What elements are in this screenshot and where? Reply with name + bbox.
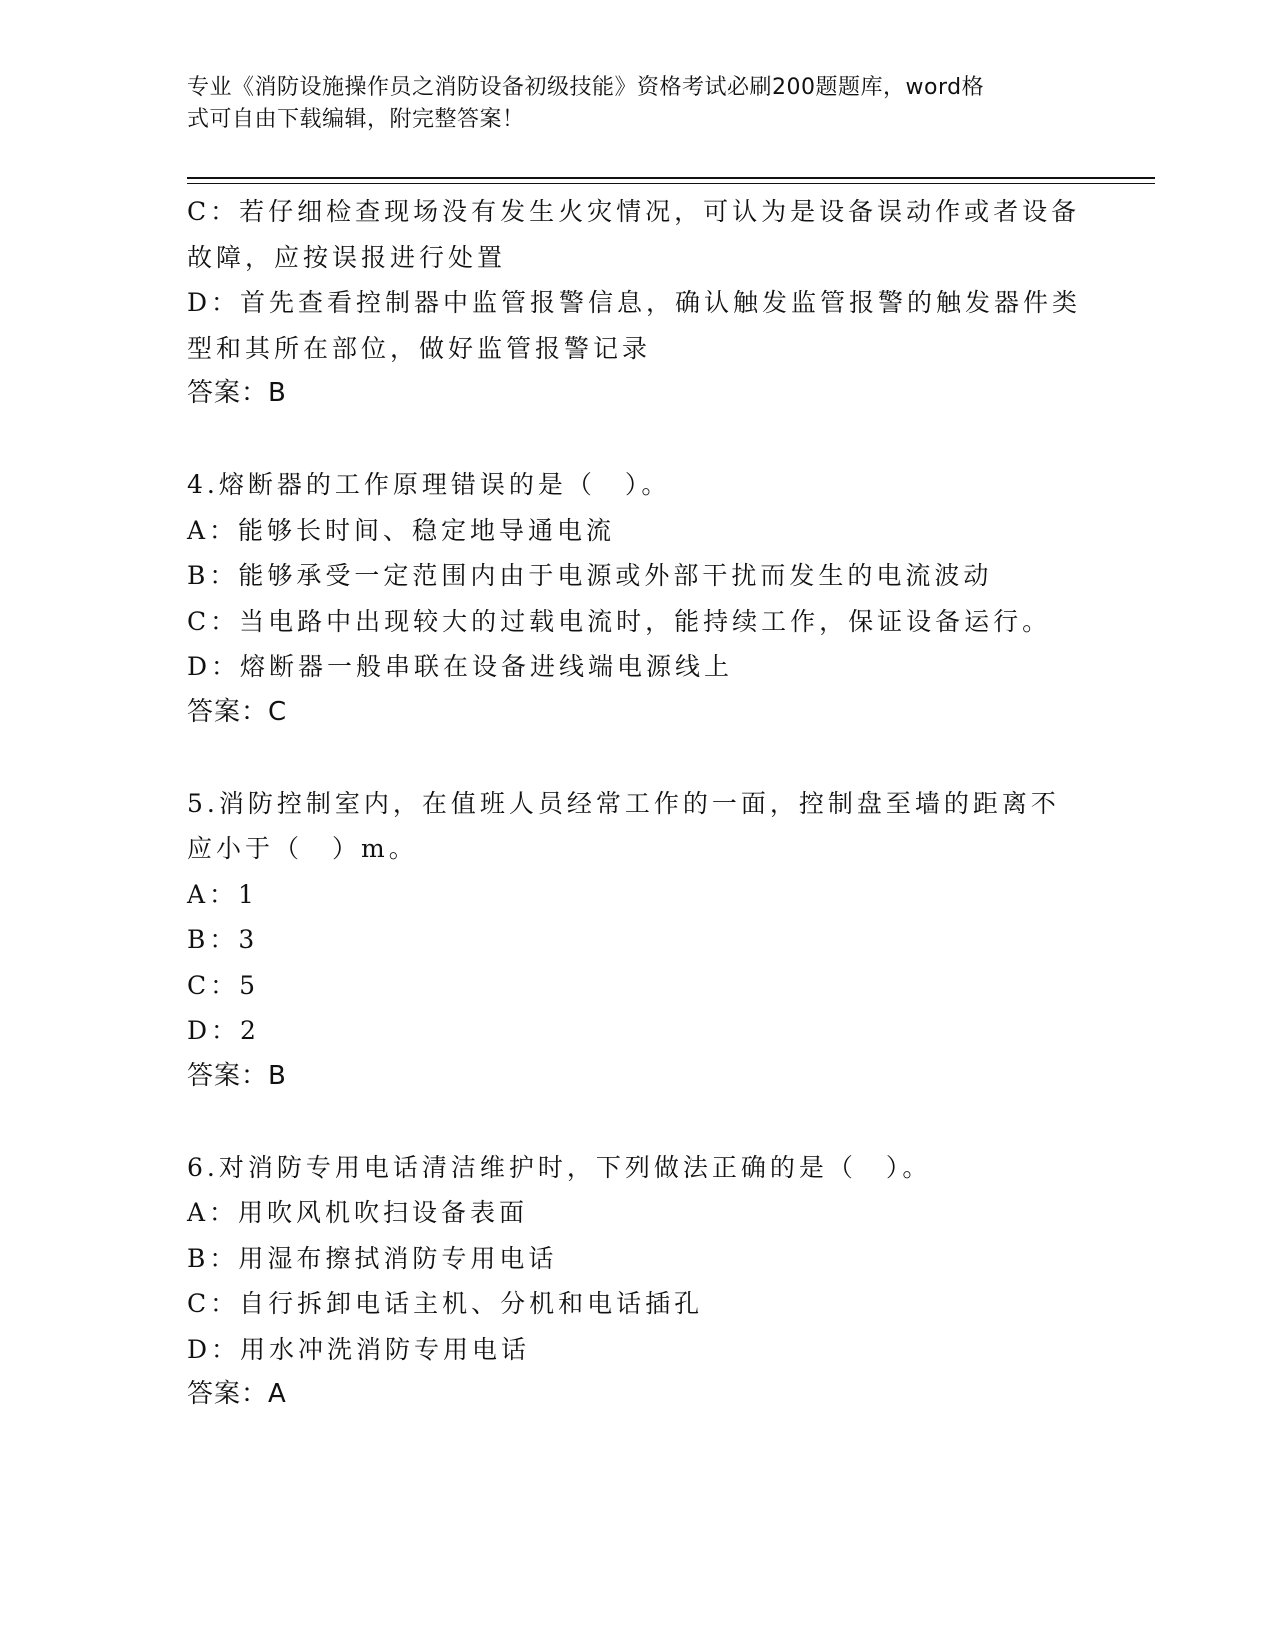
question-5 bbox=[187, 781, 1087, 1100]
q5-option-a: A：1 bbox=[187, 879, 258, 909]
header-rule-thick bbox=[187, 177, 1155, 179]
header-rule-thin bbox=[187, 183, 1155, 184]
question-list bbox=[187, 189, 1087, 1418]
q3-option-d-line-2: 型和其所在部位，做好监管报警记录 bbox=[187, 333, 652, 363]
q6-question: 6.对消防专用电话清洁维护时，下列做法正确的是（ ）。 bbox=[187, 1152, 932, 1182]
spacer bbox=[187, 735, 1087, 781]
q4-answer: 答案：C bbox=[187, 696, 288, 727]
question-4 bbox=[187, 462, 1087, 735]
q5-answer: 答案：B bbox=[187, 1060, 287, 1091]
spacer bbox=[187, 1099, 1087, 1145]
page-header bbox=[187, 72, 1067, 136]
q3-option-d-line-1: D：首先查看控制器中监管报警信息，确认触发监管报警的触发器件类 bbox=[187, 288, 1082, 317]
q6-option-a: A：用吹风机吹扫设备表面 bbox=[187, 1198, 529, 1227]
q6-option-d: D：用水冲洗消防专用电话 bbox=[187, 1334, 531, 1364]
q6-answer: 答案：A bbox=[187, 1379, 287, 1409]
q4-option-b: B：能够承受一定范围内由于电源或外部干扰而发生的电流波动 bbox=[187, 561, 993, 590]
q6-option-c: C：自行拆卸电话主机、分机和电话插孔 bbox=[187, 1289, 704, 1318]
header-line-2: 式可自由下载编辑，附完整答案！ bbox=[187, 107, 525, 132]
q3-option-c-line-1: C：若仔细检查现场没有发生火灾情况，可认为是设备误动作或者设备 bbox=[187, 197, 1081, 226]
q6-option-b: B：用湿布擦拭消防专用电话 bbox=[187, 1243, 558, 1273]
q5-question-line-2: 应小于（ ）m。 bbox=[187, 834, 418, 863]
question-3 bbox=[187, 189, 1087, 417]
q5-question-line-1: 5.消防控制室内，在值班人员经常工作的一面，控制盘至墙的距离不 bbox=[187, 788, 1060, 818]
q3-answer: 答案：B bbox=[187, 378, 287, 408]
q3-option-c-line-2: 故障，应按误报进行处置 bbox=[187, 242, 507, 272]
q5-option-c: C：5 bbox=[187, 970, 260, 1000]
q4-option-d: D：熔断器一般串联在设备进线端电源线上 bbox=[187, 652, 734, 681]
header-line-1: 专业《消防设施操作员之消防设备初级技能》资格考试必刷200题题库，word格 bbox=[187, 75, 985, 100]
q4-option-a: A：能够长时间、稳定地导通电流 bbox=[187, 515, 616, 545]
spacer bbox=[187, 417, 1087, 463]
q5-option-b: B：3 bbox=[187, 925, 259, 954]
q4-question: 4.熔断器的工作原理错误的是（ ）。 bbox=[187, 470, 671, 499]
q5-option-d: D：2 bbox=[187, 1016, 260, 1045]
question-6 bbox=[187, 1145, 1087, 1418]
q4-option-c: C：当电路中出现较大的过载电流时，能持续工作，保证设备运行。 bbox=[187, 606, 1052, 636]
